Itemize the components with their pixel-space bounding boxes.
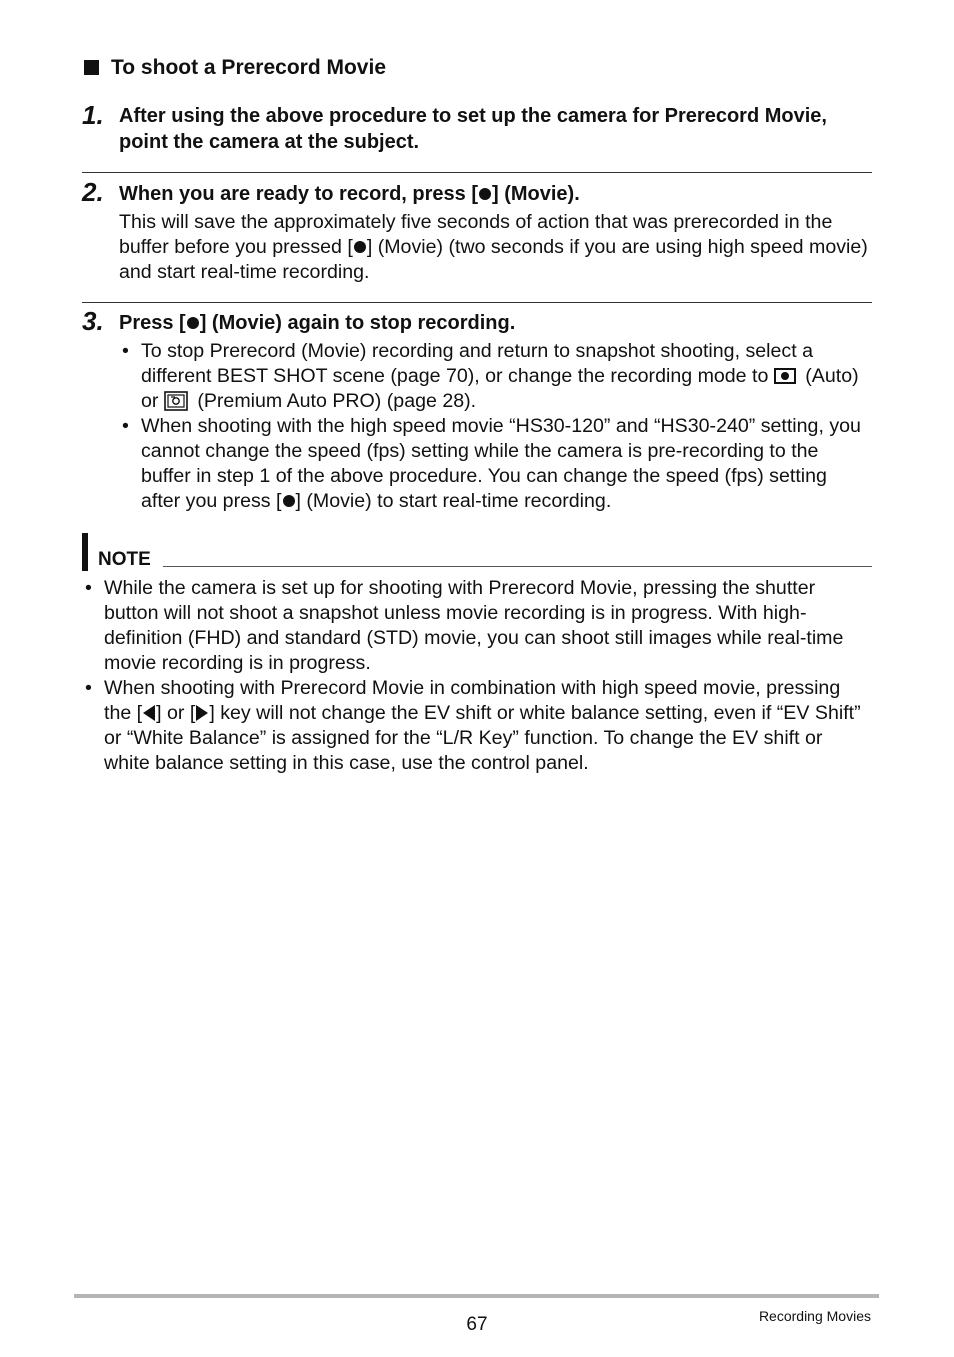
movie-button-icon <box>479 188 491 200</box>
step-1-title: After using the above procedure to set up the camera for Prerecord Movie, point the camera at the subject. <box>119 105 827 153</box>
bullet-text: (Auto) or <box>141 365 859 412</box>
step-3-title <box>119 310 871 336</box>
bullet-text: When shooting with the high speed movie “HS30-120” and “HS30-240” setting, you cannot change the speed (fps) setting while the camera is pre-recording to the buffer in step 1 of the above procedure. You can change the speed (fps) setting after you press [ <box>141 415 861 512</box>
step-2-title-part2: ] (Movie). <box>492 183 580 205</box>
premium-auto-pro-icon <box>164 391 188 411</box>
note-text: While the camera is set up for shooting with Prerecord Movie, pressing the shutter button will not shoot a snapshot unless movie recording is in progress. With high-definition (FHD) and standard (STD) movie, you can shoot still images while real-time movie recording is in progress. <box>104 577 844 674</box>
right-arrow-key-icon <box>196 705 208 721</box>
square-bullet-icon <box>84 60 99 75</box>
bullet-dot: • <box>85 677 92 699</box>
movie-button-icon <box>354 241 366 253</box>
list-item <box>119 414 871 514</box>
step-3-title-part2: ] (Movie) again to stop recording. <box>199 312 516 334</box>
list-item <box>82 676 872 776</box>
list-item <box>119 339 871 414</box>
section-heading-text: To shoot a Prerecord Movie <box>111 56 386 79</box>
note-text: When shooting with Prerecord Movie in combination with high speed movie, pressing the [ <box>104 677 841 724</box>
step-3-title-part1: Press [ <box>119 312 186 334</box>
left-arrow-key-icon <box>143 705 155 721</box>
camera-auto-icon <box>774 368 796 384</box>
bullet-text: ] (Movie) to start real-time recording. <box>295 490 612 512</box>
movie-button-icon <box>283 495 295 507</box>
list-item <box>82 576 872 676</box>
note-label: NOTE <box>98 549 151 570</box>
step-2-body-part1: This will save the approximately five seconds of action that was prerecorded in the buffer before you pressed [ <box>119 211 833 258</box>
note-text: ] key will not change the EV shift or white balance setting, even if “EV Shift” or “White Balance” is assigned for the “L/R Key” function. To change the EV shift or white balance setting in this case, use the control panel. <box>104 702 861 774</box>
step-1-number: 1. <box>82 100 104 130</box>
movie-button-icon <box>187 317 199 329</box>
footer-divider <box>74 1294 879 1298</box>
step-2-body <box>119 210 871 285</box>
page-number: 67 <box>466 1314 488 1335</box>
step-2-number: 2. <box>82 177 104 207</box>
step-divider <box>82 302 872 303</box>
section-heading <box>84 55 386 81</box>
footer-section-name: Recording Movies <box>758 1308 871 1324</box>
bullet-text: (Premium Auto PRO) (page 28). <box>191 390 477 412</box>
step-3-bullet-list <box>119 339 871 514</box>
step-2-body-part2: ] (Movie) (two seconds if you are using high speed movie) and start real-time recording. <box>119 236 868 283</box>
note-marker-bar <box>82 533 88 571</box>
note-bullet-list <box>82 576 872 776</box>
step-3-number: 3. <box>82 306 104 336</box>
step-2-title-part1: When you are ready to record, press [ <box>119 183 478 205</box>
bullet-text: To stop Prerecord (Movie) recording and return to snapshot shooting, select a different BEST SHOT scene (page 70), or change the recording mode to <box>141 340 813 387</box>
bullet-dot: • <box>85 577 92 599</box>
note-text: ] or [ <box>156 702 196 724</box>
step-2-title <box>119 181 871 207</box>
note-divider <box>163 566 872 567</box>
step-divider <box>82 172 872 173</box>
bullet-dot: • <box>122 415 129 437</box>
bullet-dot: • <box>122 340 129 362</box>
